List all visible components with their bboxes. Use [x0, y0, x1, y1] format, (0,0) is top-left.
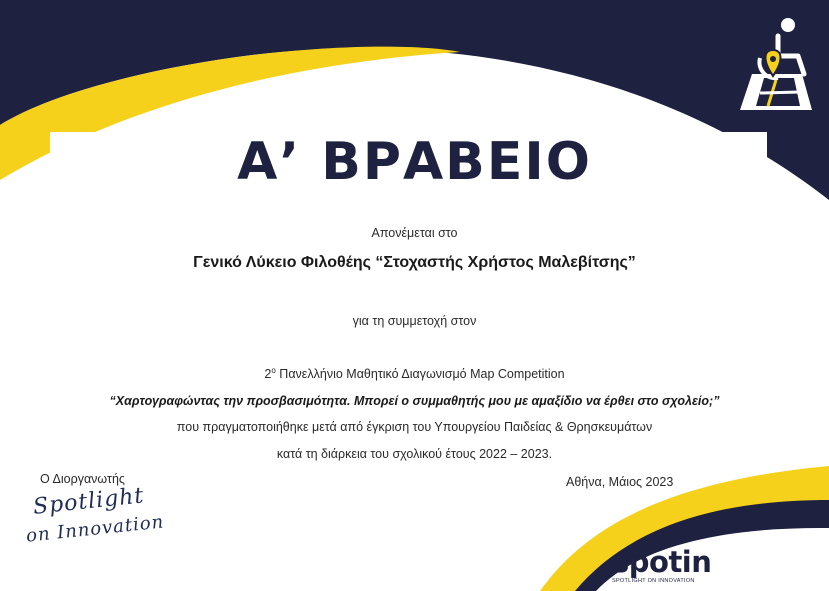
competition-number: 2	[264, 367, 272, 382]
competition-ordinal: ο	[271, 366, 276, 375]
participation-label: για τη συμμετοχή στον	[352, 314, 477, 328]
competition-theme: “Χαρτογραφώντας την προσβασιμότητα. Μπορεί ο συμμαθητής μου με αμαξίδιο να έρθει στο σχολείο;”	[109, 394, 720, 408]
signature-line-1: Spotlight	[31, 483, 146, 520]
spotin-logo	[612, 545, 712, 584]
competition-line	[0, 366, 829, 381]
approval-text: που πραγματοποιήθηκε μετά από έγκριση του Υπουργείου Παιδείας & Θρησκευμάτων	[176, 420, 653, 434]
spotin-logo-text: spotin	[612, 545, 712, 579]
school-year-text: κατά τη διάρκεια του σχολικού έτους 2022 – 2023.	[276, 447, 553, 461]
award-title: Α’ ΒΡΑΒΕΙΟ	[237, 132, 592, 192]
organizer-label: Ο Διοργανωτής	[40, 472, 125, 486]
awarded-to-label: Απονέμεται στο	[371, 226, 458, 240]
wheelchair-map-pin-icon	[738, 14, 816, 114]
competition-name: Πανελλήνιο Μαθητικό Διαγωνισμό Map Competition	[279, 367, 565, 382]
recipient-name: Γενικό Λύκειο Φιλοθέης “Στοχαστής Χρήστος Μαλεβίτσης”	[193, 254, 636, 271]
place-date: Αθήνα, Μάιος 2023	[566, 475, 674, 489]
signature-line-2: on Innovation	[25, 511, 166, 547]
spotin-logo-tagline: SPOTLIGHT ON INNOVATION	[612, 578, 695, 584]
